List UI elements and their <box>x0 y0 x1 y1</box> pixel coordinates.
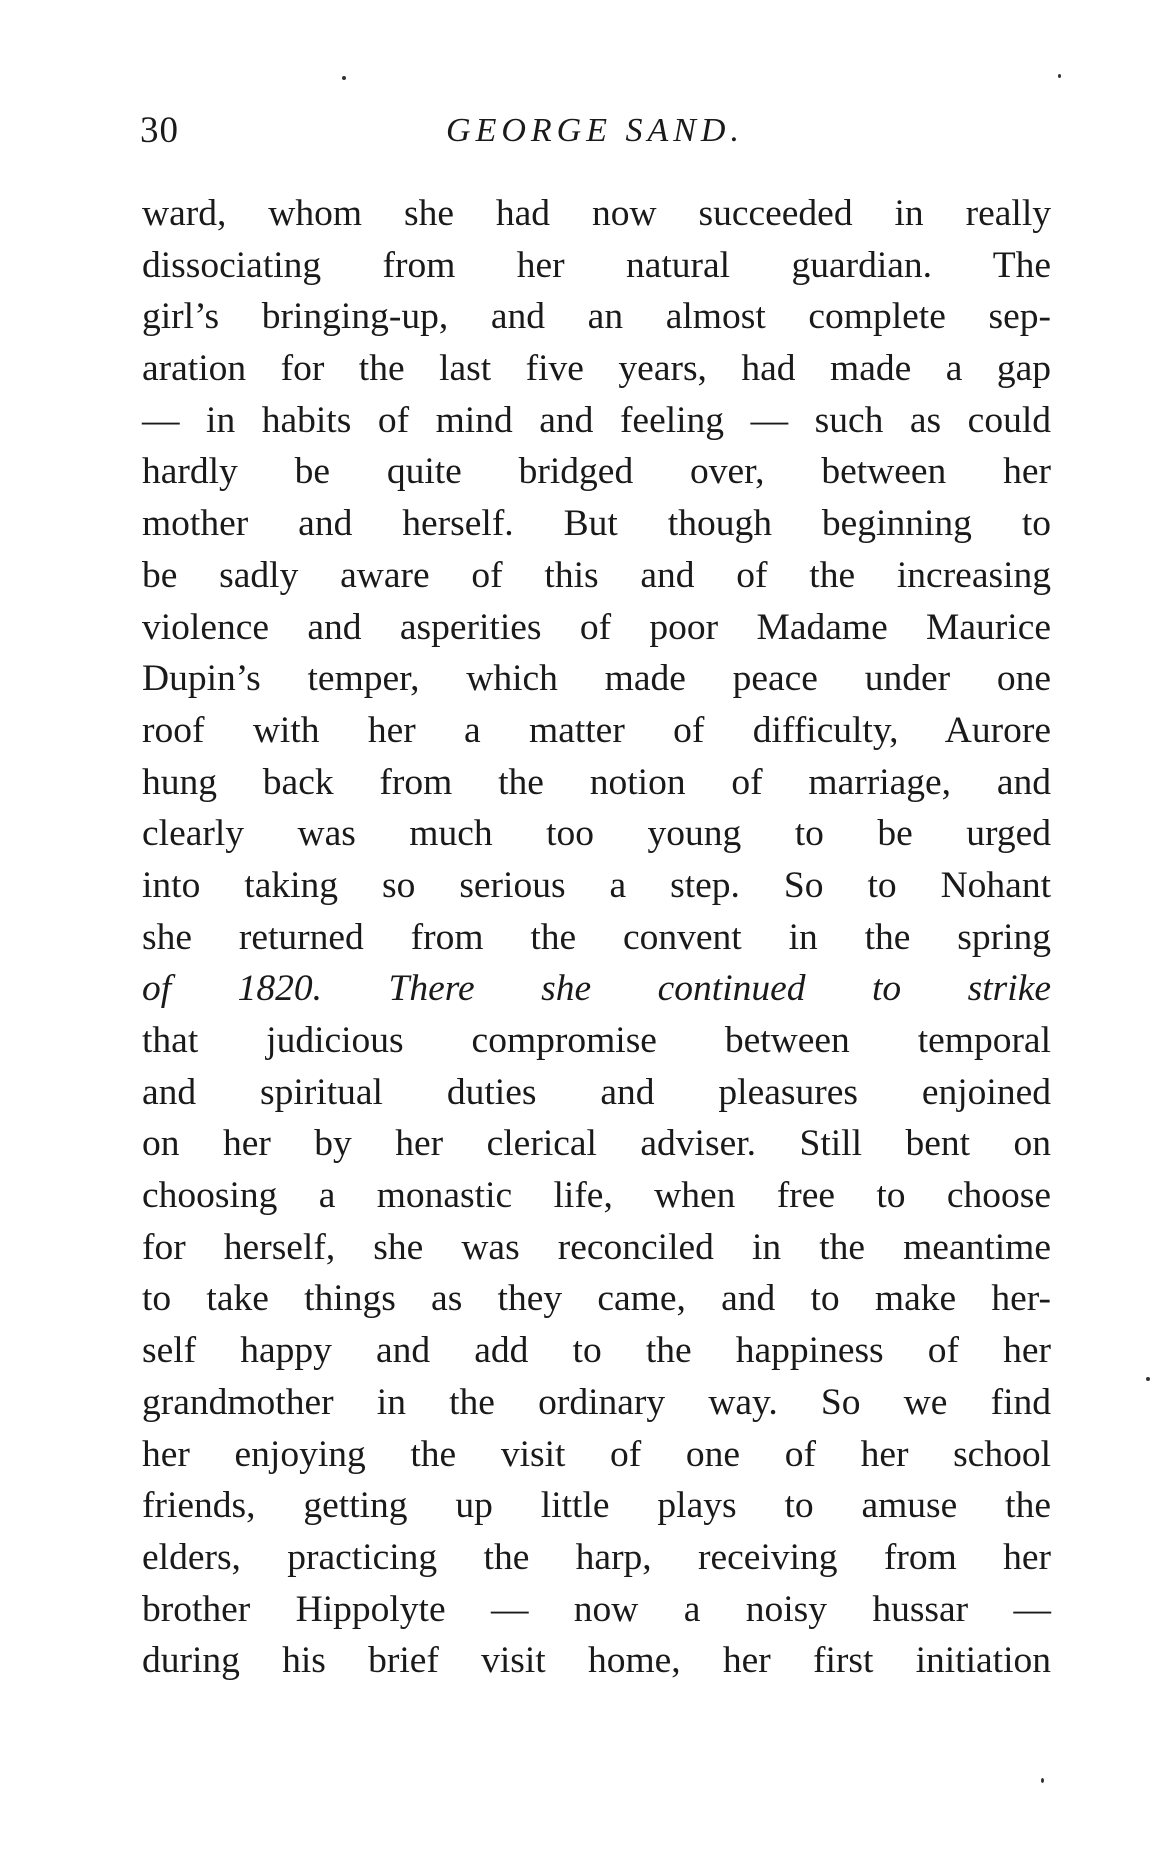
text-line: elders, practicing the harp, receiving from her <box>142 1536 1051 1578</box>
text-line: aration for the last five years, had made a gap <box>142 348 1051 390</box>
text-line: into taking so serious a step. So to Nohant <box>142 864 1051 906</box>
text-line: hung back from the notion of marriage, and <box>142 761 1051 803</box>
text-line: ward, whom she had now succeeded in really <box>142 193 1051 234</box>
page-number: 30 <box>140 110 179 151</box>
text-line: clearly was much too young to be urged <box>142 813 1051 855</box>
text-line: for herself, she was reconciled in the meantime <box>142 1226 1051 1268</box>
text-line: Dupin’s temper, which made peace under one <box>142 658 1051 700</box>
text-line: that judicious compromise between temporal <box>142 1020 1051 1061</box>
text-line: hardly be quite bridged over, between her <box>142 451 1051 493</box>
text-line: to take things as they came, and to make her- <box>142 1278 1051 1320</box>
text-line: be sadly aware of this and of the increasing <box>142 554 1051 596</box>
text-line: roof with her a matter of difficulty, Aurore <box>142 709 1051 751</box>
text-line: brother Hippolyte — now a noisy hussar — <box>142 1588 1051 1630</box>
text-line: friends, getting up little plays to amuse the <box>142 1485 1051 1527</box>
text-line: of 1820. There she continued to strike <box>142 968 1051 1010</box>
text-line: grandmother in the ordinary way. So we find <box>142 1381 1051 1423</box>
scan-speck <box>1146 1377 1150 1381</box>
text-line: self happy and add to the happiness of her <box>142 1330 1051 1372</box>
text-line: and spiritual duties and pleasures enjoined <box>142 1071 1051 1113</box>
scan-speck <box>1058 74 1061 78</box>
text-line: choosing a monastic life, when free to choose <box>142 1175 1051 1217</box>
text-line: girl’s bringing-up, and an almost complete sep- <box>142 296 1051 338</box>
scan-speck <box>342 76 346 80</box>
running-title: GEORGE SAND. <box>446 112 744 149</box>
text-line: — in habits of mind and feeling — such as could <box>142 399 1051 441</box>
text-line: during his brief visit home, her first initiation <box>142 1640 1051 1682</box>
scan-speck <box>1041 1778 1044 1783</box>
text-line: her enjoying the visit of one of her school <box>142 1433 1051 1475</box>
body-text <box>142 188 1051 1687</box>
text-line: on her by her clerical adviser. Still bent on <box>142 1123 1051 1165</box>
text-line: dissociating from her natural guardian. The <box>142 244 1051 286</box>
text-line: she returned from the convent in the spring <box>142 916 1051 958</box>
running-head <box>140 106 1050 156</box>
text-line: violence and asperities of poor Madame Maurice <box>142 606 1051 648</box>
text-line: mother and herself. But though beginning to <box>142 503 1051 545</box>
